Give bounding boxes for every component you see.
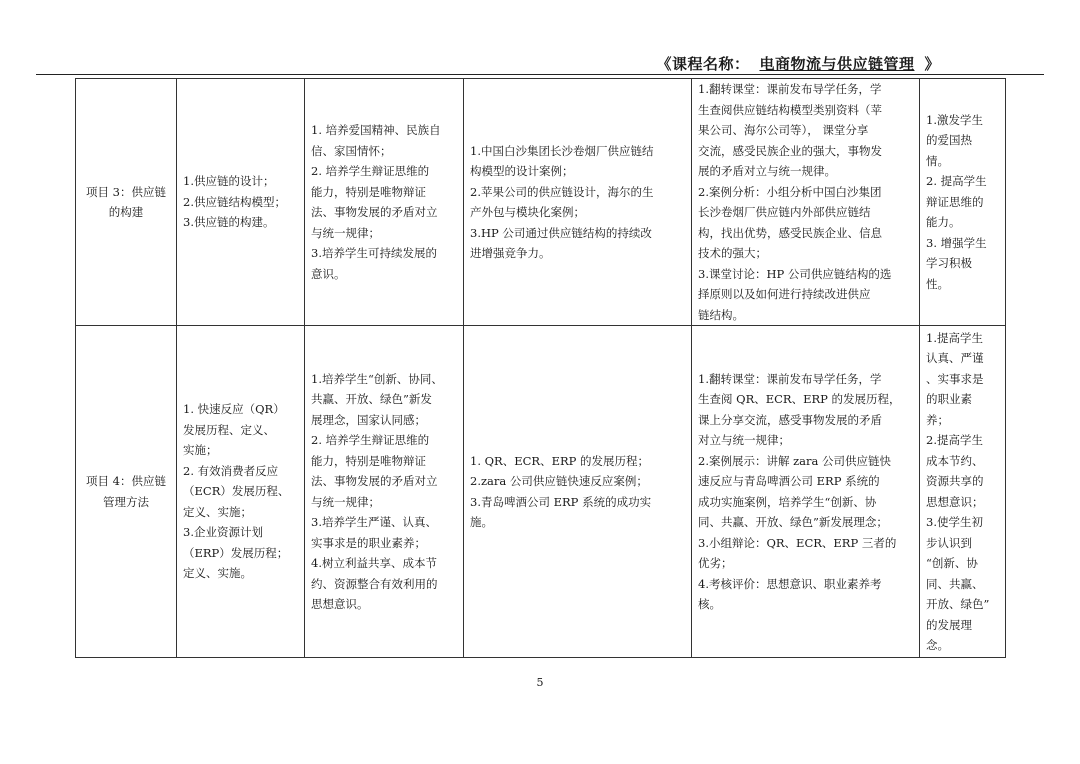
cell-line: 1. QR、ECR、ERP 的发展历程； bbox=[470, 453, 650, 468]
course-header bbox=[0, 53, 940, 74]
cell-line: 4.考核评价：思想意识、职业素养考 bbox=[698, 576, 882, 591]
cell-line: 1.供应链的设计； bbox=[183, 174, 275, 189]
cell-line: 生查阅供应链结构模型类别资料（苹 bbox=[698, 102, 882, 117]
cell-line: 同、共赢、 bbox=[926, 576, 984, 591]
cell-line: 思想意识； bbox=[926, 494, 984, 509]
cell-line: 构，找出优势，感受民族企业、信息 bbox=[698, 225, 882, 240]
cell-line: 1.激发学生 bbox=[926, 112, 983, 127]
cell-line: 同、共赢、开放、绿色”新发展理念； bbox=[698, 515, 888, 529]
cell-line: 项目 3：供应链 bbox=[86, 184, 166, 199]
teaching-content-cell bbox=[177, 326, 305, 658]
cell-line: 2.案例分析：小组分析中国白沙集团 bbox=[698, 184, 882, 199]
course-header-prefix: 《课程名称： bbox=[656, 55, 750, 73]
cell-line: 1.培养学生“创新、协同、 bbox=[311, 371, 443, 386]
cell-line: 约、资源整合有效利用的 bbox=[311, 576, 438, 591]
cell-line: 1. 培养爱国精神、民族自 bbox=[311, 123, 441, 137]
cell-line: 3.企业资源计划 bbox=[183, 525, 263, 540]
cell-line: 管理方法 bbox=[103, 494, 149, 509]
cell-line: 进增强竞争力。 bbox=[470, 246, 551, 260]
cell-line: 2.zara 公司供应链快速反应案例； bbox=[470, 474, 648, 488]
cell-line: 与统一规律； bbox=[311, 494, 380, 509]
cell-line: 择原则以及如何进行持续改进供应 bbox=[698, 287, 871, 301]
cell-line: 长沙卷烟厂供应链内外部供应链结 bbox=[698, 205, 871, 219]
cell-line: 3.HP 公司通过供应链结构的持续改 bbox=[470, 225, 652, 240]
cell-line: 1.翻转课堂：课前发布导学任务，学 bbox=[698, 82, 882, 96]
cell-line: 产外包与模块化案例； bbox=[470, 205, 585, 219]
cell-line: 2.提高学生 bbox=[926, 433, 983, 447]
cell-line: 、实事求是 bbox=[926, 371, 984, 386]
cell-line: 课上分享交流，感受事物发展的矛盾 bbox=[698, 412, 882, 427]
table-row bbox=[76, 326, 1006, 658]
cell-line: 成本节约、 bbox=[926, 453, 984, 468]
cell-line: 发展历程、定义、 bbox=[183, 422, 275, 437]
expected-effects-cell bbox=[920, 326, 1006, 658]
cell-line: 情。 bbox=[926, 153, 949, 168]
cell-line: 核。 bbox=[698, 597, 721, 611]
cell-line: 实施； bbox=[183, 443, 218, 458]
cell-line: 定义、实施； bbox=[183, 504, 252, 519]
cell-line: 实事求是的职业素养； bbox=[311, 535, 426, 550]
cell-line: 交流，感受民族企业的强大，事物发 bbox=[698, 143, 882, 158]
cell-line: 思想意识。 bbox=[311, 597, 369, 611]
cell-line: 成功实施案例，培养学生“创新、协 bbox=[698, 494, 877, 509]
cell-line: 2.苹果公司的供应链设计，海尔的生 bbox=[470, 184, 654, 199]
course-table bbox=[75, 78, 1006, 658]
cell-line: 步认识到 bbox=[926, 535, 972, 550]
cell-line: 1. 快速反应（QR） bbox=[183, 402, 285, 417]
cell-line: 与统一规律； bbox=[311, 225, 380, 240]
cell-line: 项目 4：供应链 bbox=[86, 474, 166, 488]
cell-line: 展的矛盾对立与统一规律。 bbox=[698, 164, 836, 178]
cell-line: “创新、协 bbox=[926, 556, 978, 570]
cell-line: 能力。 bbox=[926, 215, 961, 230]
cell-line: 的构建 bbox=[108, 205, 144, 219]
cell-line: 性。 bbox=[926, 276, 949, 291]
cell-line: 辩证思维的 bbox=[926, 194, 984, 209]
cell-line: 信、家国情怀； bbox=[311, 143, 392, 158]
cell-line: 学习积极 bbox=[926, 256, 972, 271]
teaching-methods-cell bbox=[692, 326, 920, 658]
cell-line: 果公司、海尔公司等）， 课堂分享 bbox=[698, 123, 869, 137]
cell-line: 能力，特别是唯物辩证 bbox=[311, 453, 426, 468]
cell-line: 构模型的设计案例； bbox=[470, 164, 574, 178]
cell-line: 的发展理 bbox=[926, 617, 972, 632]
cell-line: 法、事物发展的矛盾对立 bbox=[311, 474, 438, 488]
cell-line: 速反应与青岛啤酒公司 ERP 系统的 bbox=[698, 474, 880, 488]
course-header-suffix: 》 bbox=[924, 55, 940, 73]
cell-line: 1.翻转课堂：课前发布导学任务，学 bbox=[698, 371, 882, 386]
cell-line: （ECR）发展历程、 bbox=[183, 484, 290, 499]
cell-line: 3.培养学生严谨、认真、 bbox=[311, 515, 437, 529]
cell-line: 技术的强大； bbox=[698, 246, 767, 260]
cell-line: 共赢、开放、绿色”新发 bbox=[311, 392, 432, 406]
cell-line: 2. 培养学生辩证思维的 bbox=[311, 164, 430, 178]
cell-line: 意识。 bbox=[311, 266, 346, 281]
cell-line: 资源共享的 bbox=[926, 474, 984, 488]
cell-line: 3.青岛啤酒公司 ERP 系统的成功实 bbox=[470, 494, 652, 509]
cell-line: 2. 有效消费者反应 bbox=[183, 463, 279, 478]
cell-line: 3.供应链的构建。 bbox=[183, 215, 275, 230]
cell-line: 3. 增强学生 bbox=[926, 235, 987, 250]
cell-line: 2. 提高学生 bbox=[926, 174, 987, 189]
expected-effects-cell bbox=[920, 79, 1006, 326]
cell-line: 3.小组辩论：QR、ECR、ERP 三者的 bbox=[698, 535, 897, 550]
cell-line: 2.供应链结构模型； bbox=[183, 194, 286, 209]
cell-line: 1.提高学生 bbox=[926, 330, 983, 345]
project-name-cell bbox=[76, 326, 177, 658]
cases-cell bbox=[464, 326, 692, 658]
cell-line: 施。 bbox=[470, 515, 493, 529]
cell-line: 生查阅 QR、ECR、ERP 的发展历程， bbox=[698, 392, 901, 406]
cell-line: 2. 培养学生辩证思维的 bbox=[311, 433, 430, 447]
teaching-content-cell bbox=[177, 79, 305, 326]
header-rule bbox=[36, 74, 1044, 75]
cell-line: 3.课堂讨论：HP 公司供应链结构的选 bbox=[698, 266, 892, 281]
page-number: 5 bbox=[536, 676, 544, 689]
cases-cell bbox=[464, 79, 692, 326]
teaching-methods-cell bbox=[692, 79, 920, 326]
cell-line: 能力，特别是唯物辩证 bbox=[311, 184, 426, 199]
cell-line: 3.培养学生可持续发展的 bbox=[311, 246, 437, 260]
ideological-goals-cell bbox=[305, 326, 464, 658]
table-row bbox=[76, 79, 1006, 326]
cell-line: 3.使学生初 bbox=[926, 515, 983, 529]
course-name: 电商物流与供应链管理 bbox=[759, 55, 915, 73]
cell-line: 2.案例展示：讲解 zara 公司供应链快 bbox=[698, 453, 892, 468]
project-name-cell bbox=[76, 79, 177, 326]
cell-line: 优劣； bbox=[698, 556, 733, 570]
cell-line: 养； bbox=[926, 412, 949, 427]
cell-line: 展理念，国家认同感； bbox=[311, 412, 426, 427]
cell-line: 认真、严谨 bbox=[926, 351, 984, 365]
cell-line: 1.中国白沙集团长沙卷烟厂供应链结 bbox=[470, 143, 654, 158]
cell-line: 对立与统一规律； bbox=[698, 433, 790, 447]
ideological-goals-cell bbox=[305, 79, 464, 326]
cell-line: 的职业素 bbox=[926, 392, 972, 406]
cell-line: 的爱国热 bbox=[926, 133, 972, 148]
cell-line: 链结构。 bbox=[698, 307, 744, 322]
cell-line: （ERP）发展历程； bbox=[183, 545, 289, 560]
cell-line: 法、事物发展的矛盾对立 bbox=[311, 205, 438, 219]
cell-line: 定义、实施。 bbox=[183, 566, 252, 581]
cell-line: 开放、绿色” bbox=[926, 597, 990, 611]
cell-line: 念。 bbox=[926, 638, 949, 652]
cell-line: 4.树立利益共享、成本节 bbox=[311, 556, 437, 570]
